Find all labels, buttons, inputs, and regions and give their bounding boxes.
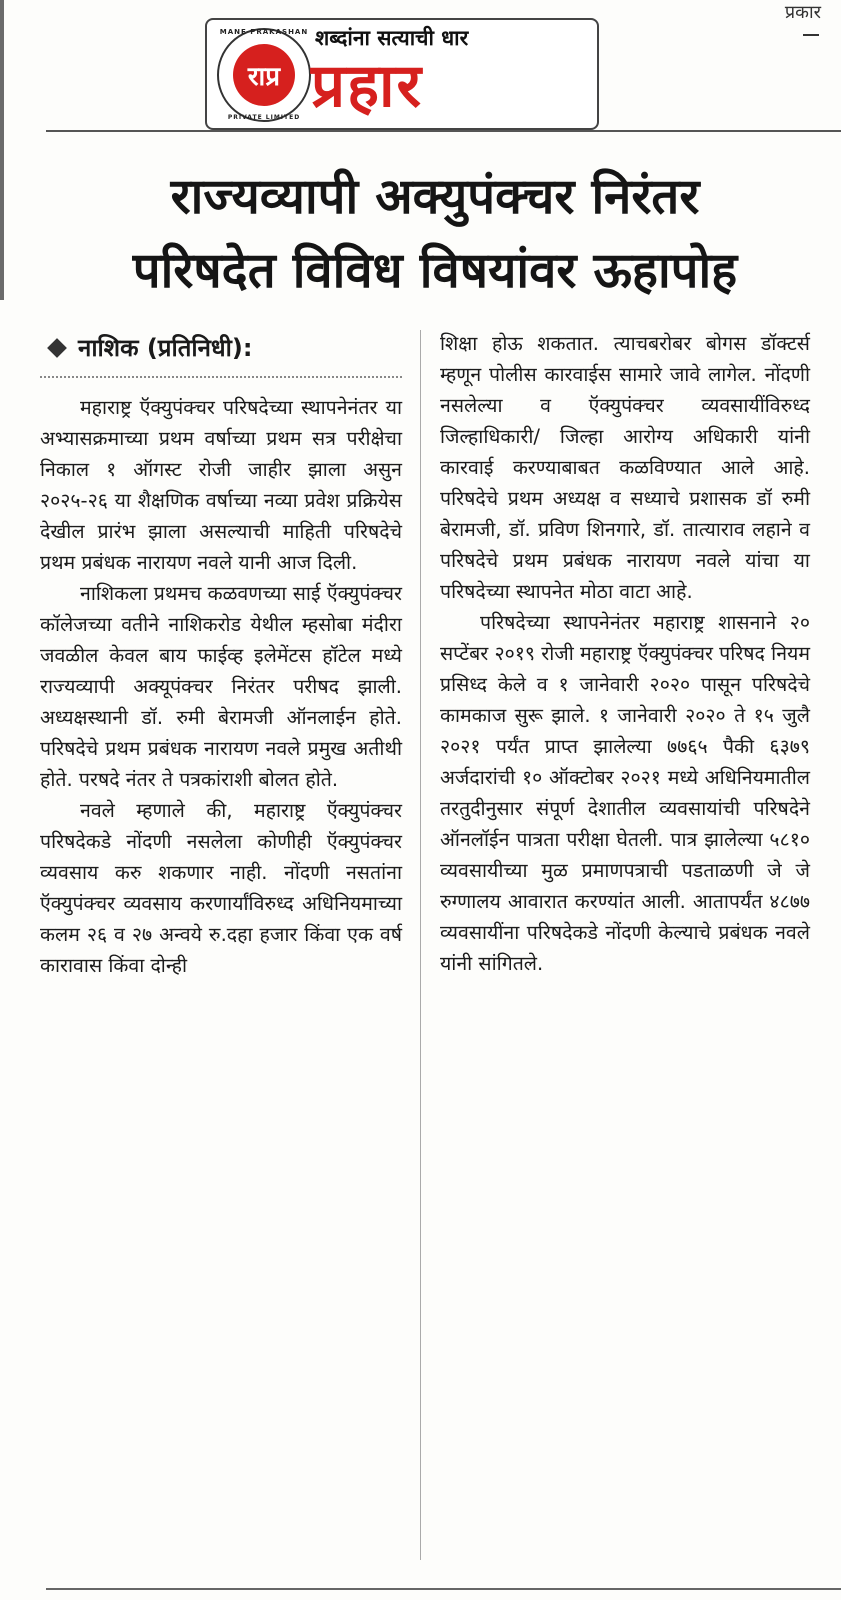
headline-line-1: राज्यव्यापी अक्युपंक्चर निरंतर — [170, 168, 700, 225]
dateline — [40, 328, 402, 368]
publisher-seal-logo — [217, 28, 311, 122]
newspaper-masthead — [205, 18, 599, 130]
article-column-left — [40, 328, 402, 981]
article-column-right — [440, 328, 810, 979]
masthead-tagline: शब्दांना सत्याची धार — [315, 26, 469, 50]
article-headline — [40, 160, 830, 308]
newspaper-name: प्रहार — [311, 51, 424, 121]
seal-monogram: राप्र — [233, 44, 295, 106]
footer-divider — [46, 1588, 841, 1590]
diamond-bullet-icon — [47, 338, 67, 358]
seal-top-text: MANE PRAKASHAN — [219, 28, 309, 36]
article-paragraph-continued: शिक्षा होऊ शकतात. त्याचबरोबर बोगस डॉक्टर्स म्हणून पोलीस कारवाईस सामारे जावे लागेल. नोंदणी नसलेल्या व ऍक्युपंक्चर व्यवसायींविरुध्द जिल्हाधिकारी/ जिल्हा आरोग्य अधिकारी यांनी कारवाई करण्याबाबत कळविण्यात आले आहे. परिषदेचे प्रथम अध्यक्ष व सध्याचे प्रशासक डॉ रुमी बेरामजी, डॉ. प्रविण शिनगारे, डॉ. तात्याराव लहाने व परिषदेचे प्रथम प्रबंधक नारायण नवले यांचा या परिषदेच्या स्थापनेत मोठा वाटा आहे. — [440, 332, 810, 603]
article-paragraph: नाशिकला प्रथमच कळवणच्या साई ऍक्युपंक्चर कॉलेजच्या वतीने नाशिकरोड येथील म्हसोबा मंदीरा जवळील केवल बाय फाईव्ह इलेमेंटस हॉटेल मध्ये राज्यव्यापी अक्यूपंक्चर निरंतर परीषद झाली. अध्यक्षस्थानी डॉ. रुमी बेरामजी ऑनलाईन होते. परिषदेचे प्रथम प्रबंधक नारायण नवले प्रमुख अतीथी होते. परषदे नंतर ते पत्रकांराशी बोलत होते. — [40, 582, 402, 791]
adjacent-article-dash — [803, 34, 819, 36]
column-divider — [420, 330, 421, 1560]
seal-bottom-text: PRIVATE LIMITED — [227, 114, 301, 121]
article-paragraph: नवले म्हणाले की, महाराष्ट्र ऍक्युपंक्चर परिषदेकडे नोंदणी नसलेला कोणीही ऍक्युपंक्चर व्यवसाय करु शकणार नाही. नोंदणी नसतांना ऍक्युपंक्चर व्यवसाय करणार्यांविरुध्द अधिनियमाच्या कलम २६ व २७ अन्वये रु.दहा हजार किंवा एक वर्ष कारावास किंवा दोन्ही — [40, 799, 402, 977]
dateline-dotted-rule — [40, 376, 402, 378]
page-edge-shadow — [0, 0, 4, 300]
article-paragraph: महाराष्ट्र ऍक्युपंक्चर परिषदेच्या स्थापनेनंतर या अभ्यासक्रमाच्या प्रथम वर्षाच्या प्रथम सत्र परीक्षेचा निकाल १ ऑगस्ट रोजी जाहीर झाला असुन २०२५-२६ या शैक्षणिक वर्षाच्या नव्या प्रवेश प्रक्रियेस देखील प्रारंभ झाला असल्याची माहिती परिषदेचे प्रथम प्रबंधक नारायण नवले यानी आज दिली. — [40, 396, 402, 574]
headline-line-2: परिषदेत विविध विषयांवर ऊहापोह — [132, 242, 738, 299]
adjacent-article-fragment: प्रकार — [784, 2, 821, 23]
header-divider — [46, 130, 841, 132]
dateline-text: नाशिक (प्रतिनिधी): — [78, 334, 253, 362]
article-paragraph: परिषदेच्या स्थापनेनंतर महाराष्ट्र शासनाने २० सप्टेंबर २०१९ रोजी महाराष्ट्र ऍक्युपंक्चर परिषद नियम प्रसिध्द केले व १ जानेवारी २०२० पासून परिषदेचे कामकाज सुरू झाले. १ जानेवारी २०२० ते १५ जुलै २०२१ पर्यंत प्राप्त झालेल्या ७७६५ पैकी ६३७९ अर्जदारांची १० ऑक्टोबर २०२१ मध्ये अधिनियमातील तरतुदीनुसार संपूर्ण देशातील व्यवसायांची परिषदेने ऑनलॉईन पात्रता परीक्षा घेतली. पात्र झालेल्या ५८१० व्यवसायीच्या मुळ प्रमाणपत्राची पडताळणी जे जे रुग्णालय आवारात करण्यांत आली. आतापर्यंत ४८७७ व्यवसायींना परिषदेकडे नोंदणी केल्याचे प्रबंधक नवले यांनी सांगितले. — [440, 611, 810, 975]
